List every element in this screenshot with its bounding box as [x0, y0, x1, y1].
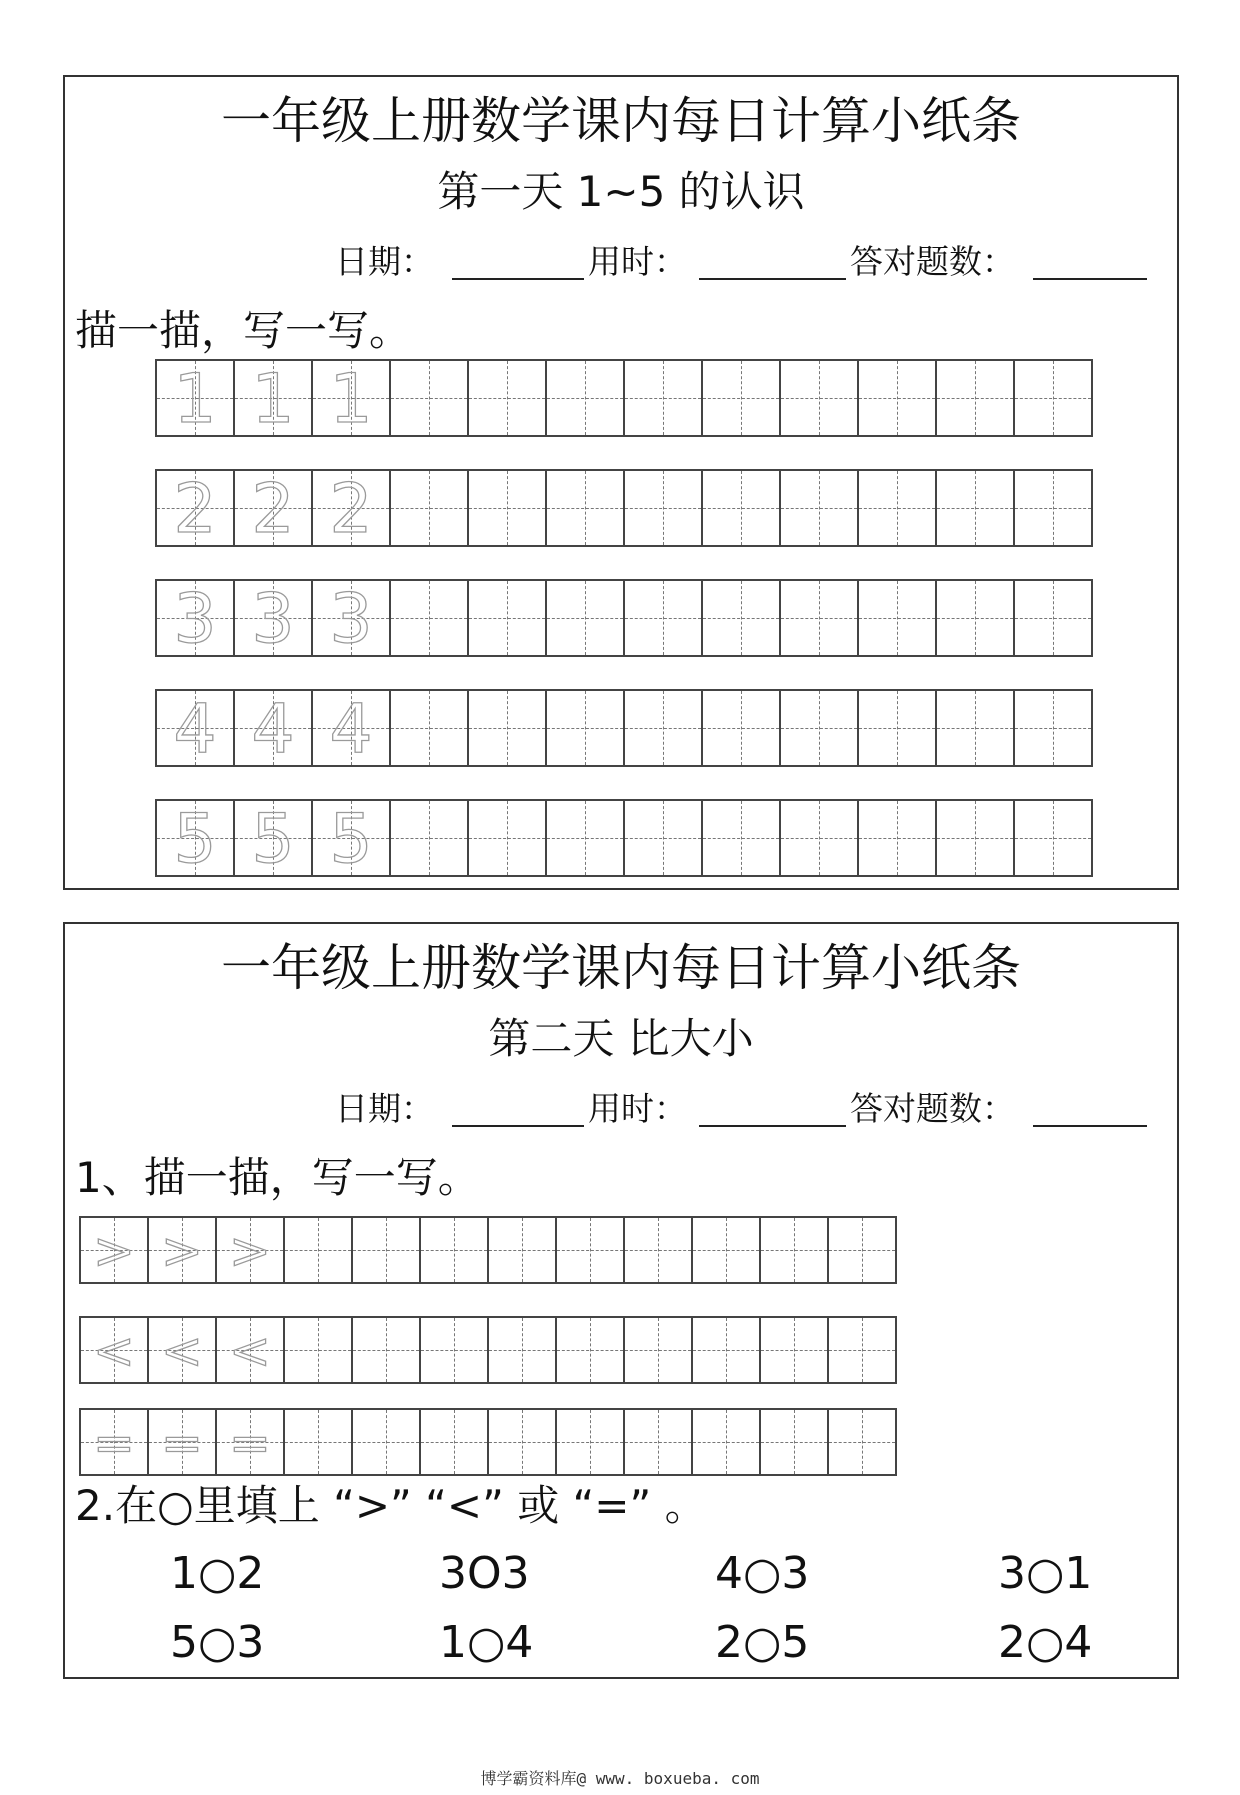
writing-cell[interactable]	[421, 1316, 489, 1384]
trace-cell[interactable]	[81, 1316, 149, 1384]
writing-cell[interactable]	[391, 469, 469, 547]
writing-cell[interactable]	[1015, 689, 1093, 767]
trace-glyph: 5	[251, 800, 295, 879]
trace-glyph: 2	[251, 470, 295, 549]
trace-cell[interactable]	[157, 799, 235, 877]
writing-cell[interactable]	[489, 1408, 557, 1476]
writing-cell[interactable]	[421, 1408, 489, 1476]
writing-cell[interactable]	[1015, 359, 1093, 437]
writing-row-2	[155, 469, 1093, 547]
footer-watermark: 博学霸资料库@ www. boxueba. com	[480, 1769, 760, 1788]
writing-cell[interactable]	[703, 359, 781, 437]
time-field[interactable]	[699, 240, 846, 280]
writing-row-5	[155, 799, 1093, 877]
writing-cell[interactable]	[781, 689, 859, 767]
writing-cell[interactable]	[469, 799, 547, 877]
date-label: 日期：	[335, 1089, 434, 1128]
writing-cell[interactable]	[489, 1216, 557, 1284]
trace-cell[interactable]	[235, 359, 313, 437]
writing-cell[interactable]	[469, 579, 547, 657]
trace-glyph: >	[161, 1222, 203, 1280]
writing-cell[interactable]	[285, 1408, 353, 1476]
trace-glyph: 1	[251, 360, 295, 439]
trace-glyph: 2	[173, 470, 217, 549]
writing-cell[interactable]	[469, 689, 547, 767]
symbol-row-3	[79, 1408, 897, 1476]
writing-cell[interactable]	[937, 579, 1015, 657]
trace-cell[interactable]	[157, 469, 235, 547]
score-field[interactable]	[1033, 240, 1147, 280]
trace-cell[interactable]	[81, 1408, 149, 1476]
writing-row-3	[155, 579, 1093, 657]
trace-glyph: =	[229, 1414, 271, 1472]
writing-cell[interactable]	[625, 469, 703, 547]
time-label: 用时：	[588, 242, 687, 281]
trace-cell[interactable]	[157, 359, 235, 437]
writing-cell[interactable]	[1015, 579, 1093, 657]
writing-cell[interactable]	[353, 1316, 421, 1384]
score-label: 答对题数：	[850, 1089, 1015, 1128]
info-line	[275, 1087, 1155, 1131]
writing-cell[interactable]	[421, 1216, 489, 1284]
trace-glyph: >	[93, 1222, 135, 1280]
writing-cell[interactable]	[703, 689, 781, 767]
writing-cell[interactable]	[829, 1408, 897, 1476]
date-field[interactable]	[452, 240, 584, 280]
writing-cell[interactable]	[625, 359, 703, 437]
writing-cell[interactable]	[547, 469, 625, 547]
writing-cell[interactable]	[547, 359, 625, 437]
writing-cell[interactable]	[693, 1216, 761, 1284]
trace-glyph: 1	[173, 360, 217, 439]
writing-cell[interactable]	[391, 579, 469, 657]
writing-cell[interactable]	[937, 469, 1015, 547]
trace-glyph: 3	[173, 580, 217, 659]
writing-cell[interactable]	[547, 579, 625, 657]
writing-cell[interactable]	[547, 689, 625, 767]
page-subtitle: 第二天 比大小	[488, 1014, 754, 1063]
trace-glyph: 5	[173, 800, 217, 879]
trace-glyph: =	[93, 1414, 135, 1472]
trace-cell[interactable]	[235, 469, 313, 547]
trace-glyph: 5	[329, 800, 373, 879]
trace-glyph: 4	[173, 690, 217, 769]
writing-cell[interactable]	[937, 799, 1015, 877]
writing-cell[interactable]	[859, 579, 937, 657]
writing-cell[interactable]	[353, 1408, 421, 1476]
writing-cell[interactable]	[761, 1408, 829, 1476]
writing-cell[interactable]	[285, 1216, 353, 1284]
trace-glyph: <	[93, 1322, 135, 1380]
trace-cell[interactable]	[313, 359, 391, 437]
writing-cell[interactable]	[1015, 469, 1093, 547]
writing-cell[interactable]	[829, 1316, 897, 1384]
date-field[interactable]	[452, 1087, 584, 1127]
writing-cell[interactable]	[761, 1316, 829, 1384]
trace-cell[interactable]	[149, 1408, 217, 1476]
writing-cell[interactable]	[469, 359, 547, 437]
trace-cell[interactable]	[313, 799, 391, 877]
comparison-item[interactable]: 3○1	[998, 1548, 1093, 1599]
trace-cell[interactable]	[157, 689, 235, 767]
comparison-item[interactable]: 1○2	[170, 1548, 265, 1599]
writing-cell[interactable]	[625, 799, 703, 877]
writing-cell[interactable]	[829, 1216, 897, 1284]
trace-cell[interactable]	[313, 579, 391, 657]
writing-cell[interactable]	[1015, 799, 1093, 877]
trace-cell[interactable]	[235, 799, 313, 877]
section2-title: 2.在○里填上 “>” “<” 或 “=” 。	[75, 1481, 707, 1530]
worksheet-panel-day2	[63, 922, 1179, 1679]
writing-cell[interactable]	[859, 359, 937, 437]
trace-glyph: 1	[329, 360, 373, 439]
page-subtitle: 第一天 1~5 的认识	[437, 167, 805, 216]
writing-cell[interactable]	[781, 579, 859, 657]
writing-cell[interactable]	[781, 359, 859, 437]
writing-cell[interactable]	[547, 799, 625, 877]
writing-cell[interactable]	[937, 359, 1015, 437]
writing-cell[interactable]	[781, 469, 859, 547]
comparison-item[interactable]: 5○3	[170, 1617, 265, 1668]
writing-cell[interactable]	[557, 1316, 625, 1384]
writing-cell[interactable]	[761, 1216, 829, 1284]
trace-cell[interactable]	[217, 1216, 285, 1284]
writing-cell[interactable]	[781, 799, 859, 877]
writing-cell[interactable]	[703, 579, 781, 657]
time-field[interactable]	[699, 1087, 846, 1127]
writing-row-1	[155, 359, 1093, 437]
writing-row-4	[155, 689, 1093, 767]
comparison-item[interactable]: 3O3	[439, 1548, 530, 1599]
trace-glyph: <	[229, 1322, 271, 1380]
trace-cell[interactable]	[81, 1216, 149, 1284]
writing-cell[interactable]	[625, 1216, 693, 1284]
trace-glyph: =	[161, 1414, 203, 1472]
info-line	[275, 240, 1155, 284]
writing-cell[interactable]	[625, 579, 703, 657]
comparison-item[interactable]: 2○5	[715, 1617, 810, 1668]
writing-cell[interactable]	[703, 469, 781, 547]
writing-cell[interactable]	[353, 1216, 421, 1284]
writing-cell[interactable]	[937, 689, 1015, 767]
trace-glyph: <	[161, 1322, 203, 1380]
trace-glyph: 4	[251, 690, 295, 769]
trace-cell[interactable]	[149, 1216, 217, 1284]
time-label: 用时：	[588, 1089, 687, 1128]
worksheet-panel-day1	[63, 75, 1179, 890]
trace-glyph: 3	[329, 580, 373, 659]
symbol-row-2	[79, 1316, 897, 1384]
trace-cell[interactable]	[157, 579, 235, 657]
trace-cell[interactable]	[149, 1316, 217, 1384]
symbol-row-1	[79, 1216, 897, 1284]
date-label: 日期：	[335, 242, 434, 281]
trace-glyph: 4	[329, 690, 373, 769]
trace-cell[interactable]	[313, 689, 391, 767]
writing-cell[interactable]	[693, 1408, 761, 1476]
comparison-item[interactable]: 4○3	[715, 1548, 810, 1599]
trace-glyph: 3	[251, 580, 295, 659]
trace-glyph: 2	[329, 470, 373, 549]
writing-cell[interactable]	[625, 1408, 693, 1476]
writing-cell[interactable]	[391, 799, 469, 877]
writing-cell[interactable]	[557, 1216, 625, 1284]
writing-cell[interactable]	[859, 799, 937, 877]
trace-glyph: >	[229, 1222, 271, 1280]
writing-cell[interactable]	[557, 1408, 625, 1476]
writing-cell[interactable]	[391, 359, 469, 437]
writing-cell[interactable]	[391, 689, 469, 767]
comparison-item[interactable]: 2○4	[998, 1617, 1093, 1668]
writing-cell[interactable]	[703, 799, 781, 877]
section-title: 描一描，写一写。	[75, 306, 412, 355]
score-field[interactable]	[1033, 1087, 1147, 1127]
trace-cell[interactable]	[235, 579, 313, 657]
writing-cell[interactable]	[489, 1316, 557, 1384]
page-title: 一年级上册数学课内每日计算小纸条	[221, 939, 1021, 997]
trace-cell[interactable]	[313, 469, 391, 547]
trace-cell[interactable]	[235, 689, 313, 767]
trace-cell[interactable]	[217, 1316, 285, 1384]
score-label: 答对题数：	[850, 242, 1015, 281]
page-title: 一年级上册数学课内每日计算小纸条	[221, 92, 1021, 150]
writing-cell[interactable]	[625, 1316, 693, 1384]
writing-cell[interactable]	[859, 469, 937, 547]
writing-cell[interactable]	[625, 689, 703, 767]
writing-cell[interactable]	[285, 1316, 353, 1384]
writing-cell[interactable]	[859, 689, 937, 767]
section1-title: 1、描一描，写一写。	[75, 1153, 480, 1202]
writing-cell[interactable]	[469, 469, 547, 547]
trace-cell[interactable]	[217, 1408, 285, 1476]
writing-cell[interactable]	[693, 1316, 761, 1384]
comparison-item[interactable]: 1○4	[439, 1617, 534, 1668]
